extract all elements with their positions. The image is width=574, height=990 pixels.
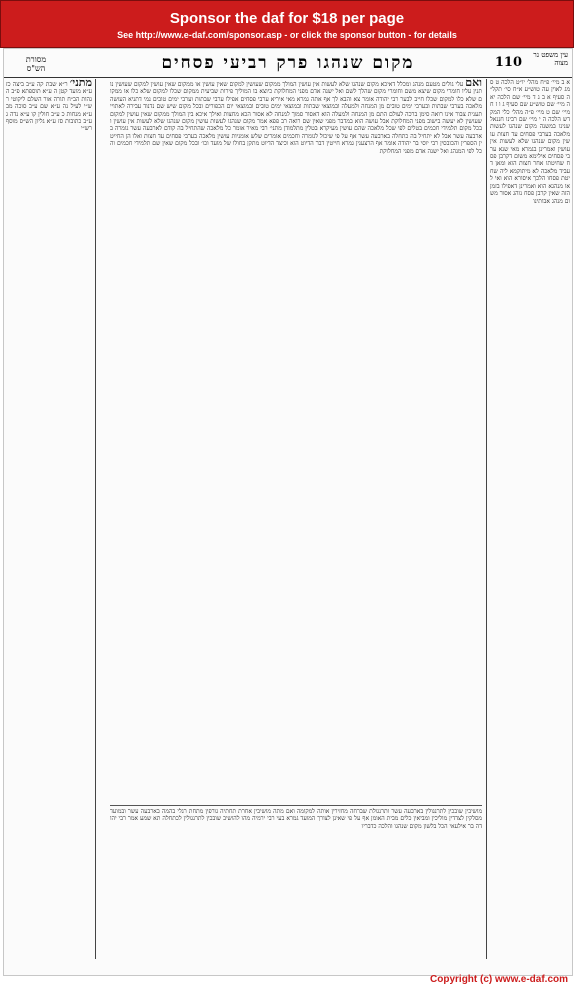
right-commentary-column: א ב מיי׳ פ״ח מהל׳ יו״ט הלכה ט סמג לאוין עה טוש״ע א״ח סי׳ תקל״ה סעיף א ב ג ד מיי׳ שם הלכה יא ה מיי׳ שם טוש״ע שם סעיף ג ו ז ח מיי׳ שם ט מיי׳ פ״ה מהל׳ כלי המקדש הלכה ה י מיי׳ שם רבינו חננאל שנינו במשנה מקום שנהגו לעשות מלאכה בערבי פסחים עד חצות עושין מקום שנהגו שלא לעשות אין עושין ואמרינן בגמרא מאי שנא ערבי פסחים אילימא משום דקרבן פסח שחיטתו אחר חצות הוא ומאן דעביד מלאכה לא מיתוקמא ליה שחיטת פסחו הלכך איסורא הוא ואי לאו מנהגא הוא ואמרינן דאפילו בזמן הזה שאין קרבן פסח נוהג אסור משום מנהג אבותינו [486, 79, 570, 959]
copyright-link[interactable]: Copyright (c) www.e-daf.com [430, 974, 568, 985]
page-number: 110 [494, 55, 522, 70]
left-text-body: ר״א שבת קה ע״ב ביצה כז ע״א מועד קטן ה ע״א תוספתא פ״ב הגהות הב״ח תורה אור השלם ליקוטי רש״י לעיל נה ע״א שם ע״ב סוכה מב ע״א מנחות כ ע״ב חולין קו ע״א נדה ג ע״ב כתובות סז ע״א גליון הש״ס מוסף רש״י [6, 81, 92, 133]
page-title: מקום שנהגו פרק רביעי פסחים [161, 53, 415, 73]
main-opening-word: ואם [465, 79, 482, 89]
main-lower-text: מושיבין שובכין לתרנגולין בארבעה עשר ותרנגולת שברחה מחזירין אותה למקומה ואם מתה מושיבין אחרת תחתיה גורפין מתחת רגלי בהמה בארבעה עשר ובמועד מסלקין לצדדין מוליכין ומביאין כלים מבית האומן אף על פי שאינן לצורך המועד גמרא בעי רבי ירמיה מהו להושיב שובכין לתרנגולין לכתחלה תא שמע אמר רבי יהודה בר אילעאי הכל בלשון מקום שנהגו והלכה כדבריו [110, 805, 482, 964]
page-header [4, 49, 572, 78]
right-header: עין משפט נר מצוה [533, 51, 568, 67]
left-opening-word: מתני׳ [69, 79, 92, 89]
talmud-page [3, 48, 573, 976]
sponsor-subtitle[interactable]: See http://www.e-daf.com/sponsor.asp - or click the sponsor button - for details [117, 30, 457, 40]
left-commentary-column [6, 79, 96, 959]
sponsor-banner[interactable] [0, 0, 574, 48]
main-text-body: עלי גולים מטעם מנהג ומכלל דאיכא מקום שנהגו שלא לעשות אין עושין המולך ממקום שעושין למקום שאין עושין או ממקום שאין עושין למקום שעושין נותנין עליו חומרי מקום שיצא משם וחומרי מקום שהלך לשם ואל ישנה אדם מפני המחלוקת כיוצא בו המוליך פירות שביעית ממקום שכלו למקום שלא כלו או ממקום שלא כלו למקום שכלו חייב לבער רבי יהודה אומר צא והבא לך אף אתה גמרא מאי איריא ערבי פסחים אפילו ערבי שבתות וערבי ימים טובים נמי דתניא העושה מלאכה בערבי שבתות ובערבי ימים טובים מן המנחה ולמעלה ובמוצאי שבתות ובמוצאי ימים טובים ובמוצאי יום הכפורים ובכל מקום שיש שם נדנוד עבירה לאתויי תענית צבור אינו רואה סימן ברכה לעולם התם מן המנחה ולמעלה הוא דאסור סמוך למנחה לא אסור הכא מחצות ואילך איכא בין המולך ממקום שאין עושין למקום שעושין לא יעשה בישוב מפני המחלוקת אבל עושה הוא במדבר מפני שאין שם רואה רב פפא אמר מקום שנהגו לעשות עושין מקום שנהגו שלא לעשות אין עושין ובכל מקום תלמידי חכמים בטלים לפי שכל מלאכה שהם עושין מעיקרא בטלין מתלמודן מתני׳ רבי מאיר אומר כל מלאכה שהתחיל בה קודם לארבעה עשר גומרה בארבעה עשר אבל לא יתחיל בה כתחלה בארבעה עשר אף על פי שיכול לגומרה וחכמים אומרים שלש אומניות עושין מלאכה בערבי פסחים עד חצות ואלו הן החייטין הספרין והכובסין רבי יוסי בר יהודה אומר אף הרצענין גמרא חייטין דבר הדיוט הוא וכיצד הדיוט מתקן בחולו של מועד וכו׳ ובכל מקום שאין שם תלמידי חכמים והכל לפי המנהג ואל ישנה אדם מפני המחלוקת [110, 81, 482, 155]
sponsor-title[interactable]: Sponsor the daf for $18 per page [169, 10, 405, 27]
left-header: מסורת הש"ס [25, 55, 47, 73]
main-text-column [110, 79, 482, 801]
